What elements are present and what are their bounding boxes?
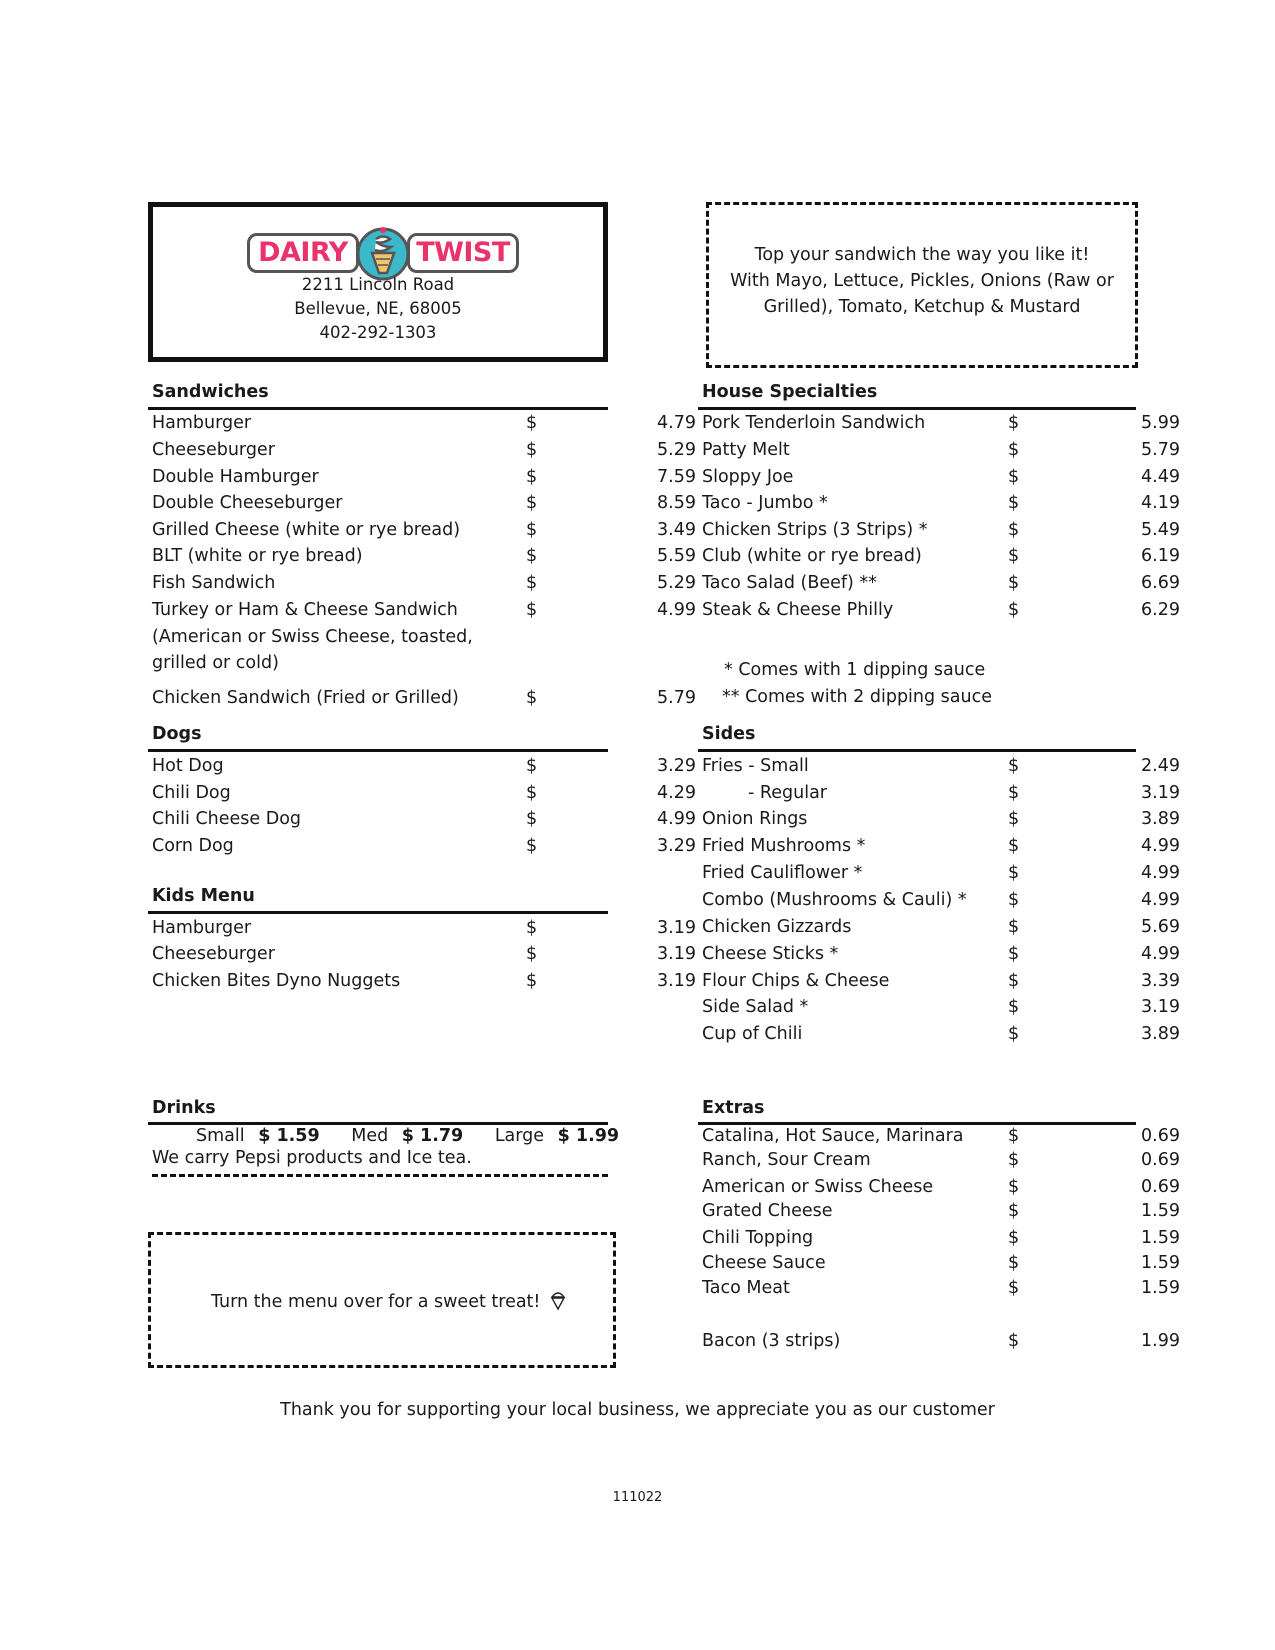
menu-item-price: 1.99 [1141, 1331, 1180, 1351]
currency-symbol: $ [1008, 944, 1020, 964]
kids-rule [148, 911, 608, 914]
drink-small-price: $ 1.59 [258, 1126, 320, 1146]
currency-symbol: $ [526, 809, 538, 829]
drink-med-price: $ 1.79 [401, 1126, 464, 1146]
logo-word-left: DAIRY [258, 237, 348, 268]
menu-item-price: 4.79 [657, 413, 696, 433]
menu-item-name: Taco Meat [702, 1278, 790, 1298]
currency-symbol: $ [526, 756, 538, 776]
menu-item-name: Cheese Sticks * [702, 944, 839, 964]
currency-symbol: $ [526, 918, 538, 938]
currency-symbol: $ [1008, 783, 1020, 803]
menu-item-name: Hamburger [152, 413, 252, 433]
menu-item-name: Chili Topping [702, 1228, 814, 1248]
menu-item-price: 3.19 [1141, 997, 1180, 1017]
menu-item-price: 5.49 [1141, 520, 1180, 540]
menu-item-name: Cheese Sauce [702, 1253, 826, 1273]
menu-item-name: Chicken Sandwich (Fried or Grilled) [152, 688, 459, 708]
sandwiches-rule [148, 407, 608, 410]
dogs-title: Dogs [152, 724, 202, 744]
house-specialties-title: House Specialties [702, 382, 878, 402]
logo-address-box [148, 202, 608, 362]
menu-item-price: 6.69 [1141, 573, 1180, 593]
menu-item-price: 4.99 [1141, 836, 1180, 856]
menu-item-name: Chili Dog [152, 783, 231, 803]
menu-item-price: 6.29 [1141, 600, 1180, 620]
currency-symbol: $ [526, 546, 538, 566]
currency-symbol: $ [1008, 863, 1020, 883]
currency-symbol: $ [1008, 997, 1020, 1017]
currency-symbol: $ [1008, 809, 1020, 829]
menu-item-price: 5.79 [657, 688, 696, 708]
menu-item-name: Corn Dog [152, 836, 234, 856]
currency-symbol: $ [1008, 1201, 1020, 1221]
currency-symbol: $ [526, 413, 538, 433]
sweet-treat-text: Turn the menu over for a sweet treat! [211, 1292, 541, 1312]
menu-item-name: Grilled Cheese (white or rye bread) [152, 520, 461, 540]
menu-item-name: Catalina, Hot Sauce, Marinara [702, 1126, 964, 1146]
menu-item-price: 5.69 [1141, 917, 1180, 937]
drinks-note: We carry Pepsi products and Ice tea. [152, 1148, 472, 1168]
menu-item-name: American or Swiss Cheese [702, 1177, 934, 1197]
drinks-title: Drinks [152, 1098, 216, 1118]
phone-number: 402-292-1303 [319, 323, 437, 342]
menu-item-price: 3.29 [657, 836, 696, 856]
menu-item-name: Chicken Strips (3 Strips) * [702, 520, 928, 540]
menu-item-name: Sloppy Joe [702, 467, 794, 487]
drink-sizes [196, 1126, 619, 1146]
menu-item-name: Grated Cheese [702, 1201, 833, 1221]
house-rule [698, 407, 1136, 410]
menu-item-name: Cup of Chili [702, 1024, 803, 1044]
menu-item-name: Steak & Cheese Philly [702, 600, 894, 620]
menu-item-price: 4.99 [1141, 863, 1180, 883]
menu-item-price: 1.59 [1141, 1278, 1180, 1298]
sandwiches-title: Sandwiches [152, 382, 269, 402]
currency-symbol: $ [1008, 600, 1020, 620]
menu-item-price: 4.99 [1141, 890, 1180, 910]
currency-symbol: $ [1008, 1177, 1020, 1197]
menu-item-name: Taco - Jumbo * [702, 493, 828, 513]
address-line-2: Bellevue, NE, 68005 [294, 299, 462, 318]
menu-item-price: 1.59 [1141, 1228, 1180, 1248]
menu-item-price: 4.49 [1141, 467, 1180, 487]
menu-item-name: Side Salad * [702, 997, 809, 1017]
menu-item-name: Club (white or rye bread) [702, 546, 922, 566]
menu-item-price: 4.99 [1141, 944, 1180, 964]
currency-symbol: $ [526, 688, 538, 708]
currency-symbol: $ [1008, 1331, 1020, 1351]
dairy-twist-logo [247, 225, 519, 281]
currency-symbol: $ [526, 440, 538, 460]
dipping-note-2: ** Comes with 2 dipping sauce [722, 687, 993, 707]
menu-code: 111022 [612, 1490, 663, 1505]
currency-symbol: $ [1008, 1126, 1020, 1146]
menu-item-name: Fried Mushrooms * [702, 836, 866, 856]
tip-line-3: Grilled), Tomato, Ketchup & Mustard [763, 297, 1081, 317]
turkey-note-line-1: (American or Swiss Cheese, toasted, [152, 627, 473, 647]
turkey-note-line-2: grilled or cold) [152, 653, 279, 673]
menu-item-name: Fish Sandwich [152, 573, 276, 593]
menu-item-name: Pork Tenderloin Sandwich [702, 413, 926, 433]
currency-symbol: $ [526, 836, 538, 856]
menu-item-price: 5.29 [657, 440, 696, 460]
menu-item-price: 3.29 [657, 756, 696, 776]
menu-item-price: 2.49 [1141, 756, 1180, 776]
menu-item-price: 1.59 [1141, 1201, 1180, 1221]
extras-rule [698, 1122, 1136, 1125]
menu-item-name: Double Hamburger [152, 467, 319, 487]
menu-item-price: 4.29 [657, 783, 696, 803]
menu-item-name: Hot Dog [152, 756, 224, 776]
extras-title: Extras [702, 1098, 765, 1118]
menu-item-price: 8.59 [657, 493, 696, 513]
menu-item-price: 3.39 [1141, 971, 1180, 991]
menu-item-name: Flour Chips & Cheese [702, 971, 890, 991]
menu-item-name: Bacon (3 strips) [702, 1331, 841, 1351]
currency-symbol: $ [1008, 971, 1020, 991]
tip-line-1: Top your sandwich the way you like it! [754, 245, 1090, 265]
menu-item-price: 5.99 [1141, 413, 1180, 433]
ice-cream-cone-icon [357, 225, 409, 281]
thank-you-footer: Thank you for supporting your local business, we appreciate you as our customer [280, 1400, 995, 1420]
menu-item-price: 3.19 [657, 944, 696, 964]
currency-symbol: $ [1008, 1024, 1020, 1044]
menu-item-name: Fries - Small [702, 756, 809, 776]
menu-item-price: 0.69 [1141, 1150, 1180, 1170]
menu-item-price: 3.89 [1141, 809, 1180, 829]
menu-item-price: 0.69 [1141, 1177, 1180, 1197]
menu-item-name: Fried Cauliflower * [702, 863, 863, 883]
drink-large-label: Large [494, 1126, 545, 1146]
currency-symbol: $ [1008, 493, 1020, 513]
menu-item-price: 7.59 [657, 467, 696, 487]
menu-item-name: Cheeseburger [152, 944, 275, 964]
currency-symbol: $ [526, 573, 538, 593]
currency-symbol: $ [526, 944, 538, 964]
menu-item-name: BLT (white or rye bread) [152, 546, 363, 566]
menu-item-name: Taco Salad (Beef) ** [702, 573, 877, 593]
menu-item-price: 5.79 [1141, 440, 1180, 460]
currency-symbol: $ [1008, 890, 1020, 910]
sides-rule [698, 749, 1136, 752]
menu-item-price: 3.19 [657, 918, 696, 938]
toppings-tip-box [706, 202, 1138, 368]
drink-large-price: $ 1.99 [557, 1126, 620, 1146]
ice-cream-cone-icon [550, 1289, 566, 1311]
currency-symbol: $ [1008, 467, 1020, 487]
menu-item-price: 3.19 [657, 971, 696, 991]
currency-symbol: $ [1008, 1278, 1020, 1298]
address-line-1: 2211 Lincoln Road [301, 275, 455, 294]
currency-symbol: $ [526, 467, 538, 487]
tip-line-2: With Mayo, Lettuce, Pickles, Onions (Raw or [730, 271, 1114, 291]
currency-symbol: $ [1008, 520, 1020, 540]
menu-item-name: Onion Rings [702, 809, 808, 829]
menu-item-price: 4.99 [657, 600, 696, 620]
currency-symbol: $ [526, 493, 538, 513]
currency-symbol: $ [1008, 1253, 1020, 1273]
menu-item-name: Chili Cheese Dog [152, 809, 302, 829]
currency-symbol: $ [1008, 1150, 1020, 1170]
sides-title: Sides [702, 724, 756, 744]
dipping-note-1: * Comes with 1 dipping sauce [724, 660, 986, 680]
currency-symbol: $ [526, 520, 538, 540]
drinks-rule [148, 1122, 608, 1125]
menu-item-price: 5.59 [657, 546, 696, 566]
sweet-treat-box [148, 1232, 616, 1368]
drinks-dashed-divider [152, 1174, 608, 1177]
kids-menu-title: Kids Menu [152, 886, 255, 906]
menu-item-name: Combo (Mushrooms & Cauli) * [702, 890, 967, 910]
menu-item-name: Chicken Gizzards [702, 917, 852, 937]
currency-symbol: $ [1008, 440, 1020, 460]
currency-symbol: $ [1008, 917, 1020, 937]
menu-item-name: Cheeseburger [152, 440, 275, 460]
menu-item-price: 4.99 [657, 809, 696, 829]
menu-item-name: Hamburger [152, 918, 252, 938]
currency-symbol: $ [1008, 1228, 1020, 1248]
menu-item-price: 3.89 [1141, 1024, 1180, 1044]
dogs-rule [148, 749, 608, 752]
currency-symbol: $ [526, 600, 538, 620]
currency-symbol: $ [1008, 573, 1020, 593]
drink-med-label: Med [351, 1126, 389, 1146]
menu-item-price: 3.49 [657, 520, 696, 540]
currency-symbol: $ [526, 971, 538, 991]
menu-item-price: 1.59 [1141, 1253, 1180, 1273]
menu-item-name: Turkey or Ham & Cheese Sandwich [152, 600, 458, 620]
currency-symbol: $ [1008, 756, 1020, 776]
menu-item-name: Patty Melt [702, 440, 790, 460]
menu-item-price: 5.29 [657, 573, 696, 593]
currency-symbol: $ [1008, 413, 1020, 433]
currency-symbol: $ [1008, 836, 1020, 856]
menu-item-price: 6.19 [1141, 546, 1180, 566]
menu-item-name: Double Cheeseburger [152, 493, 343, 513]
menu-item-price: 4.19 [1141, 493, 1180, 513]
drink-small-label: Small [196, 1126, 245, 1146]
menu-item-price: 0.69 [1141, 1126, 1180, 1146]
currency-symbol: $ [1008, 546, 1020, 566]
menu-item-name: Ranch, Sour Cream [702, 1150, 871, 1170]
logo-word-right: TWIST [416, 237, 510, 268]
menu-item-name: Chicken Bites Dyno Nuggets [152, 971, 401, 991]
menu-item-price: 3.19 [1141, 783, 1180, 803]
menu-item-name: - Regular [748, 783, 827, 803]
currency-symbol: $ [526, 783, 538, 803]
